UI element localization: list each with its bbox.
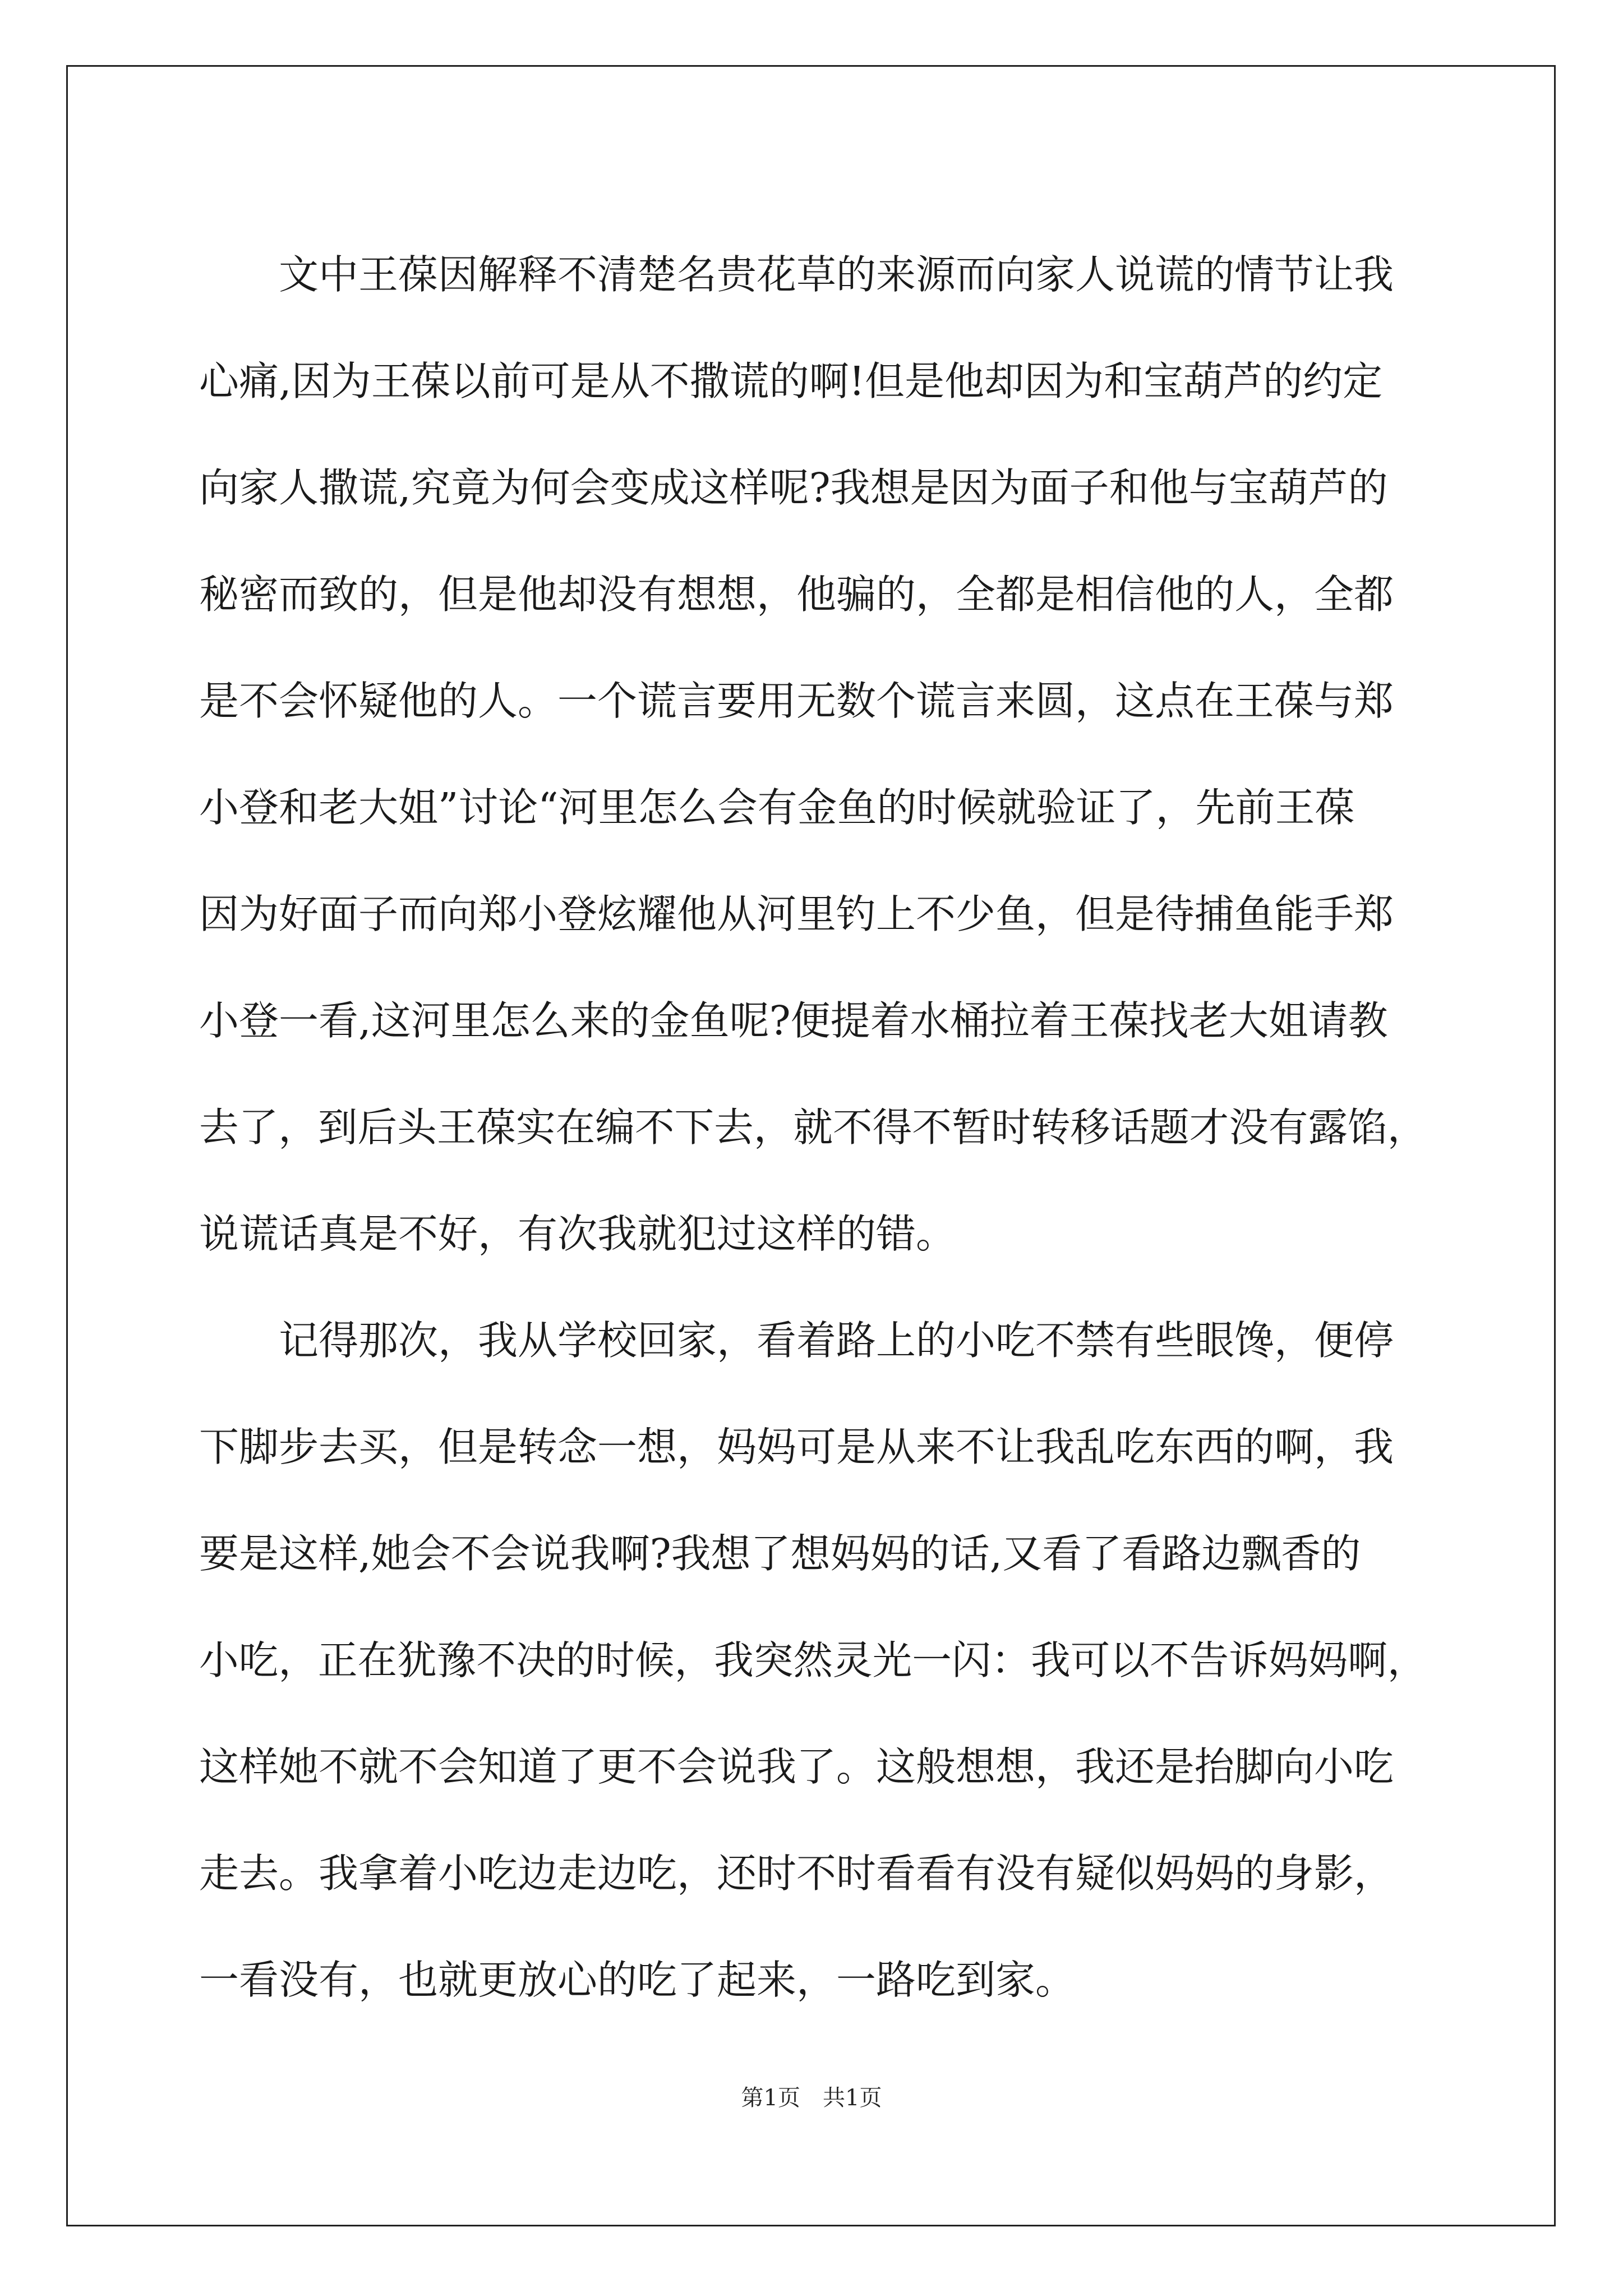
paragraph-1-line-8: 小登一看,这河里怎么来的金鱼呢?便提着水桶拉着王葆找老大姐请教: [199, 997, 1388, 1044]
paragraph-1-line-6: 小登和老大姐”讨论“河里怎么会有金鱼的时候就验证了，先前王葆: [199, 784, 1355, 831]
paragraph-1-line-2: 心痛,因为王葆以前可是从不撒谎的啊!但是他却因为和宝葫芦的约定: [199, 358, 1383, 404]
paragraph-1-line-10: 说谎话真是不好，有次我就犯过这样的错。: [199, 1211, 956, 1257]
paragraph-2-line-2: 下脚步去买，但是转念一想，妈妈可是从来不让我乱吃东西的啊，我: [199, 1424, 1394, 1470]
paragraph-2-line-1: 记得那次，我从学校回家，看着路上的小吃不禁有些眼馋，便停: [279, 1317, 1394, 1364]
page-number-total: 共1页: [823, 2085, 882, 2111]
document-body: [199, 222, 1427, 2033]
page-footer: [0, 2081, 1623, 2115]
paragraph-1-line-4: 秘密而致的，但是他却没有想想，他骗的，全都是相信他的人，全都: [199, 571, 1394, 618]
paragraph-2-line-3: 要是这样,她会不会说我啊?我想了想妈妈的话,又看了看路边飘香的: [199, 1530, 1361, 1577]
paragraph-1-line-1: 文中王葆因解释不清楚名贵花草的来源而向家人说谎的情节让我: [279, 251, 1394, 298]
paragraph-1-line-7: 因为好面子而向郑小登炫耀他从河里钓上不少鱼，但是待捕鱼能手郑: [199, 891, 1394, 937]
paragraph-2-line-4: 小吃，正在犹豫不决的时候，我突然灵光一闪：我可以不告诉妈妈啊，: [199, 1637, 1427, 1683]
paragraph-1-line-9: 去了，到后头王葆实在编不下去，就不得不暂时转移话题才没有露馅，: [199, 1104, 1427, 1151]
paragraph-1-line-3: 向家人撒谎,究竟为何会变成这样呢?我想是因为面子和他与宝葫芦的: [199, 464, 1388, 511]
page-number-current: 第1页: [741, 2085, 800, 2111]
paragraph-2-line-7: 一看没有，也就更放心的吃了起来，一路吃到家。: [199, 1957, 1076, 2003]
paragraph-1-line-5: 是不会怀疑他的人。一个谎言要用无数个谎言来圆，这点在王葆与郑: [199, 678, 1394, 724]
paragraph-2-line-5: 这样她不就不会知道了更不会说我了。这般想想，我还是抬脚向小吃: [199, 1743, 1394, 1790]
paragraph-2-line-6: 走去。我拿着小吃边走边吃，还时不时看看有没有疑似妈妈的身影，: [199, 1850, 1394, 1897]
